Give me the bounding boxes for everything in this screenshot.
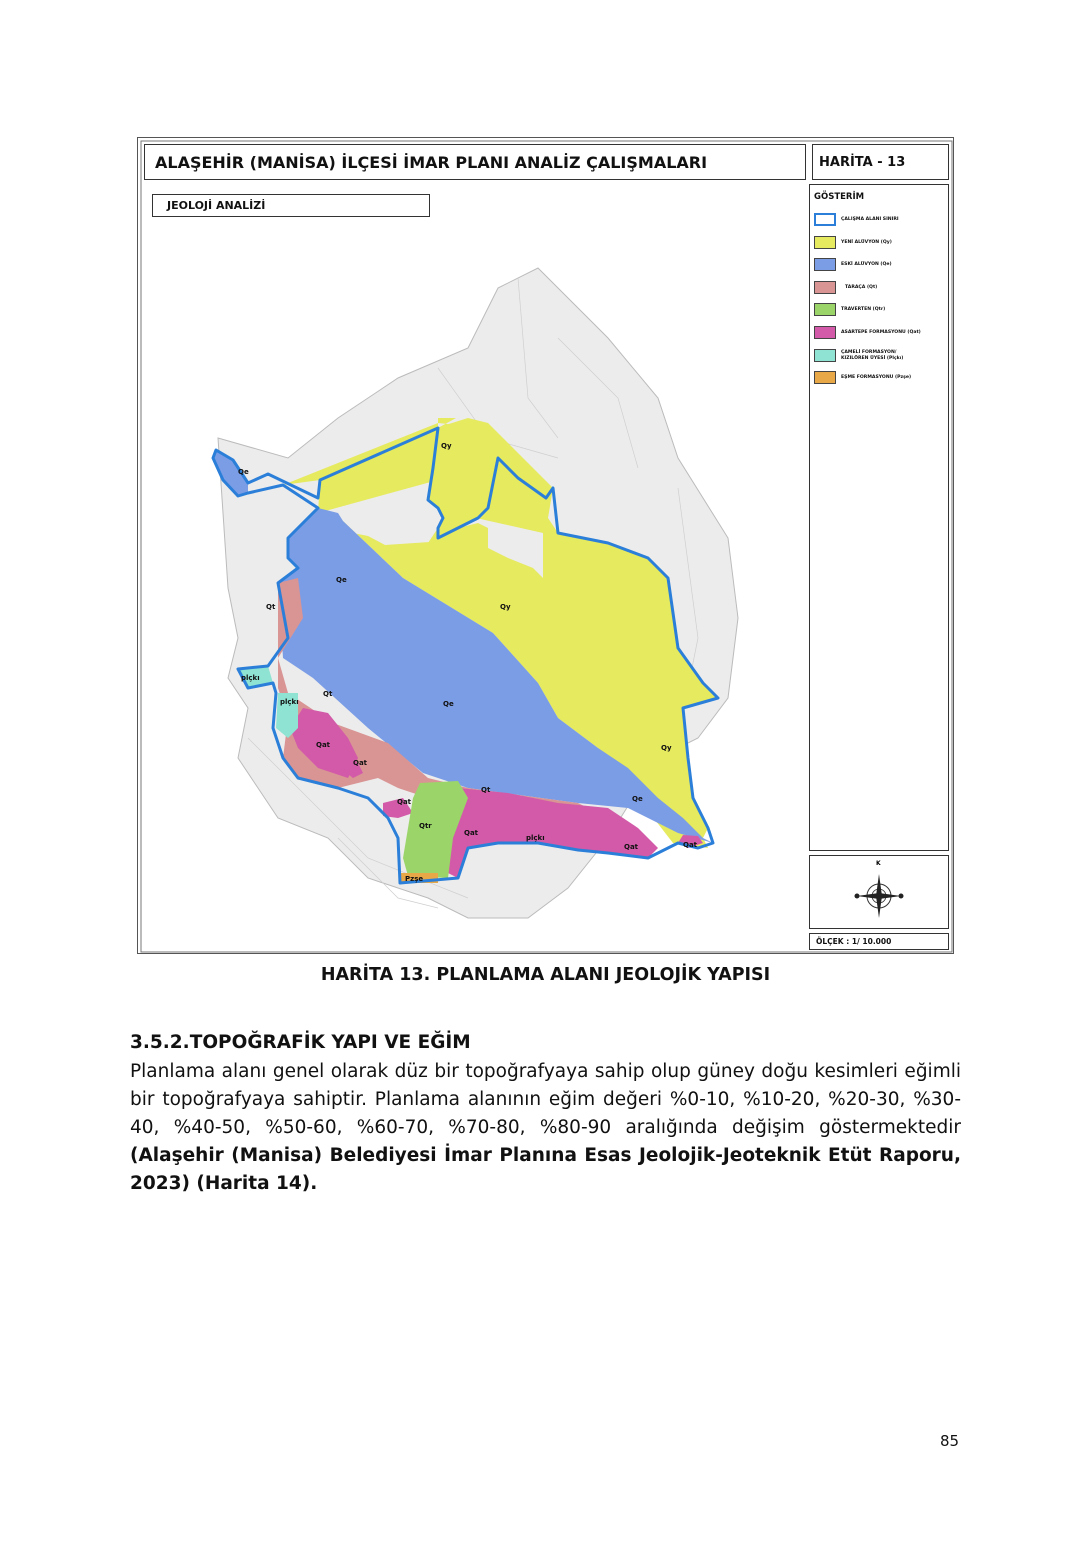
legend-item: [814, 213, 899, 226]
legend-label: ÇAMELİ FORMASYON/ KIZILÖREN ÜYESİ (Plçkı): [841, 349, 904, 361]
figure-caption: HARİTA 13. PLANLAMA ALANI JEOLOJİK YAPISI: [320, 965, 771, 985]
legend-label: EŞME FORMASYONU (Pzşe): [841, 374, 912, 380]
label-qat: Qat: [353, 759, 368, 767]
label-plcki: plçkı: [526, 834, 545, 842]
label-qe: Qe: [632, 795, 643, 803]
label-qy: Qy: [661, 744, 672, 752]
label-plcki: plçkı: [280, 698, 299, 706]
label-qat: Qat: [464, 829, 479, 837]
legend-item: [814, 349, 903, 362]
map-sheet-number: HARİTA - 13: [812, 144, 949, 180]
label-qat: Qat: [683, 841, 698, 849]
legend-label: ESKİ ALÜVYON (Qe): [841, 261, 892, 267]
label-qy: Qy: [500, 603, 511, 611]
map-scale: ÖLÇEK : 1/ 10.000: [809, 933, 949, 950]
map-title: ALAŞEHİR (MANİSA) İLÇESİ İMAR PLANI ANALİZ ÇALIŞMALARI: [144, 144, 806, 180]
legend-label: TRAVERTEN (Qtr): [841, 306, 886, 312]
legend-swatch-pzse: [814, 371, 836, 384]
label-qt: Qt: [323, 690, 333, 698]
legend-label: TARAÇA (Qt): [845, 284, 878, 290]
label-qe: Qe: [238, 468, 249, 476]
legend-swatch-qe: [814, 258, 836, 271]
section-heading: 3.5.2.TOPOĞRAFİK YAPI VE EĞİM: [130, 1032, 471, 1053]
legend-item: [814, 326, 921, 339]
map-legend: [809, 184, 949, 851]
label-qat: Qat: [397, 798, 412, 806]
label-qt: Qt: [266, 603, 276, 611]
legend-swatch-qy: [814, 236, 836, 249]
compass-north-label: K: [876, 860, 881, 867]
label-pzse: Pzşe: [405, 875, 424, 883]
section-paragraph: [130, 1058, 961, 1198]
legend-label: YENİ ALÜVYON (Qy): [841, 239, 892, 245]
legend-swatch-qtr: [814, 303, 836, 316]
legend-title: GÖSTERİM: [814, 192, 865, 202]
label-qe: Qe: [443, 700, 454, 708]
citation-text: (Alaşehir (Manisa) Belediyesi İmar Planına Esas Jeolojik-Jeoteknik Etüt Raporu, 2023) (Harita 14).: [130, 1145, 961, 1194]
label-qat: Qat: [624, 843, 639, 851]
legend-swatch-boundary: [814, 213, 836, 226]
legend-swatch-qat: [814, 326, 836, 339]
paragraph-text: Planlama alanı genel olarak düz bir topoğrafyaya sahip olup güney doğu kesimleri eğimli bir topoğrafyaya sahiptir. Planlama alanının eğim değeri %0-10, %10-20, %20-30, %30-40, %40-50, %50-60, %60-70, %70-80, %80-90 aralığında değişim göstermektedir: [130, 1061, 961, 1138]
legend-item: [814, 258, 892, 271]
legend-swatch-qt: [814, 281, 836, 294]
label-plcki: plçkı: [241, 674, 260, 682]
page-number: 85: [940, 1432, 960, 1450]
label-qe: Qe: [336, 576, 347, 584]
legend-item: [814, 236, 892, 249]
label-qat: Qat: [316, 741, 331, 749]
legend-label: ASARTEPE FORMASYONU (Qat): [841, 329, 921, 335]
legend-item: [814, 281, 877, 294]
legend-item: [814, 371, 911, 384]
compass-panel: [809, 855, 949, 929]
label-qt: Qt: [481, 786, 491, 794]
legend-item: [814, 303, 885, 316]
legend-label: ÇALIŞMA ALANI SINIRI: [841, 216, 899, 222]
north-arrow-icon: [810, 856, 948, 928]
geology-map: [137, 137, 954, 954]
legend-swatch-plcki: [814, 349, 836, 362]
analysis-title: JEOLOJİ ANALİZİ: [152, 194, 430, 217]
label-qtr: Qtr: [419, 822, 432, 830]
label-qy: Qy: [441, 442, 452, 450]
